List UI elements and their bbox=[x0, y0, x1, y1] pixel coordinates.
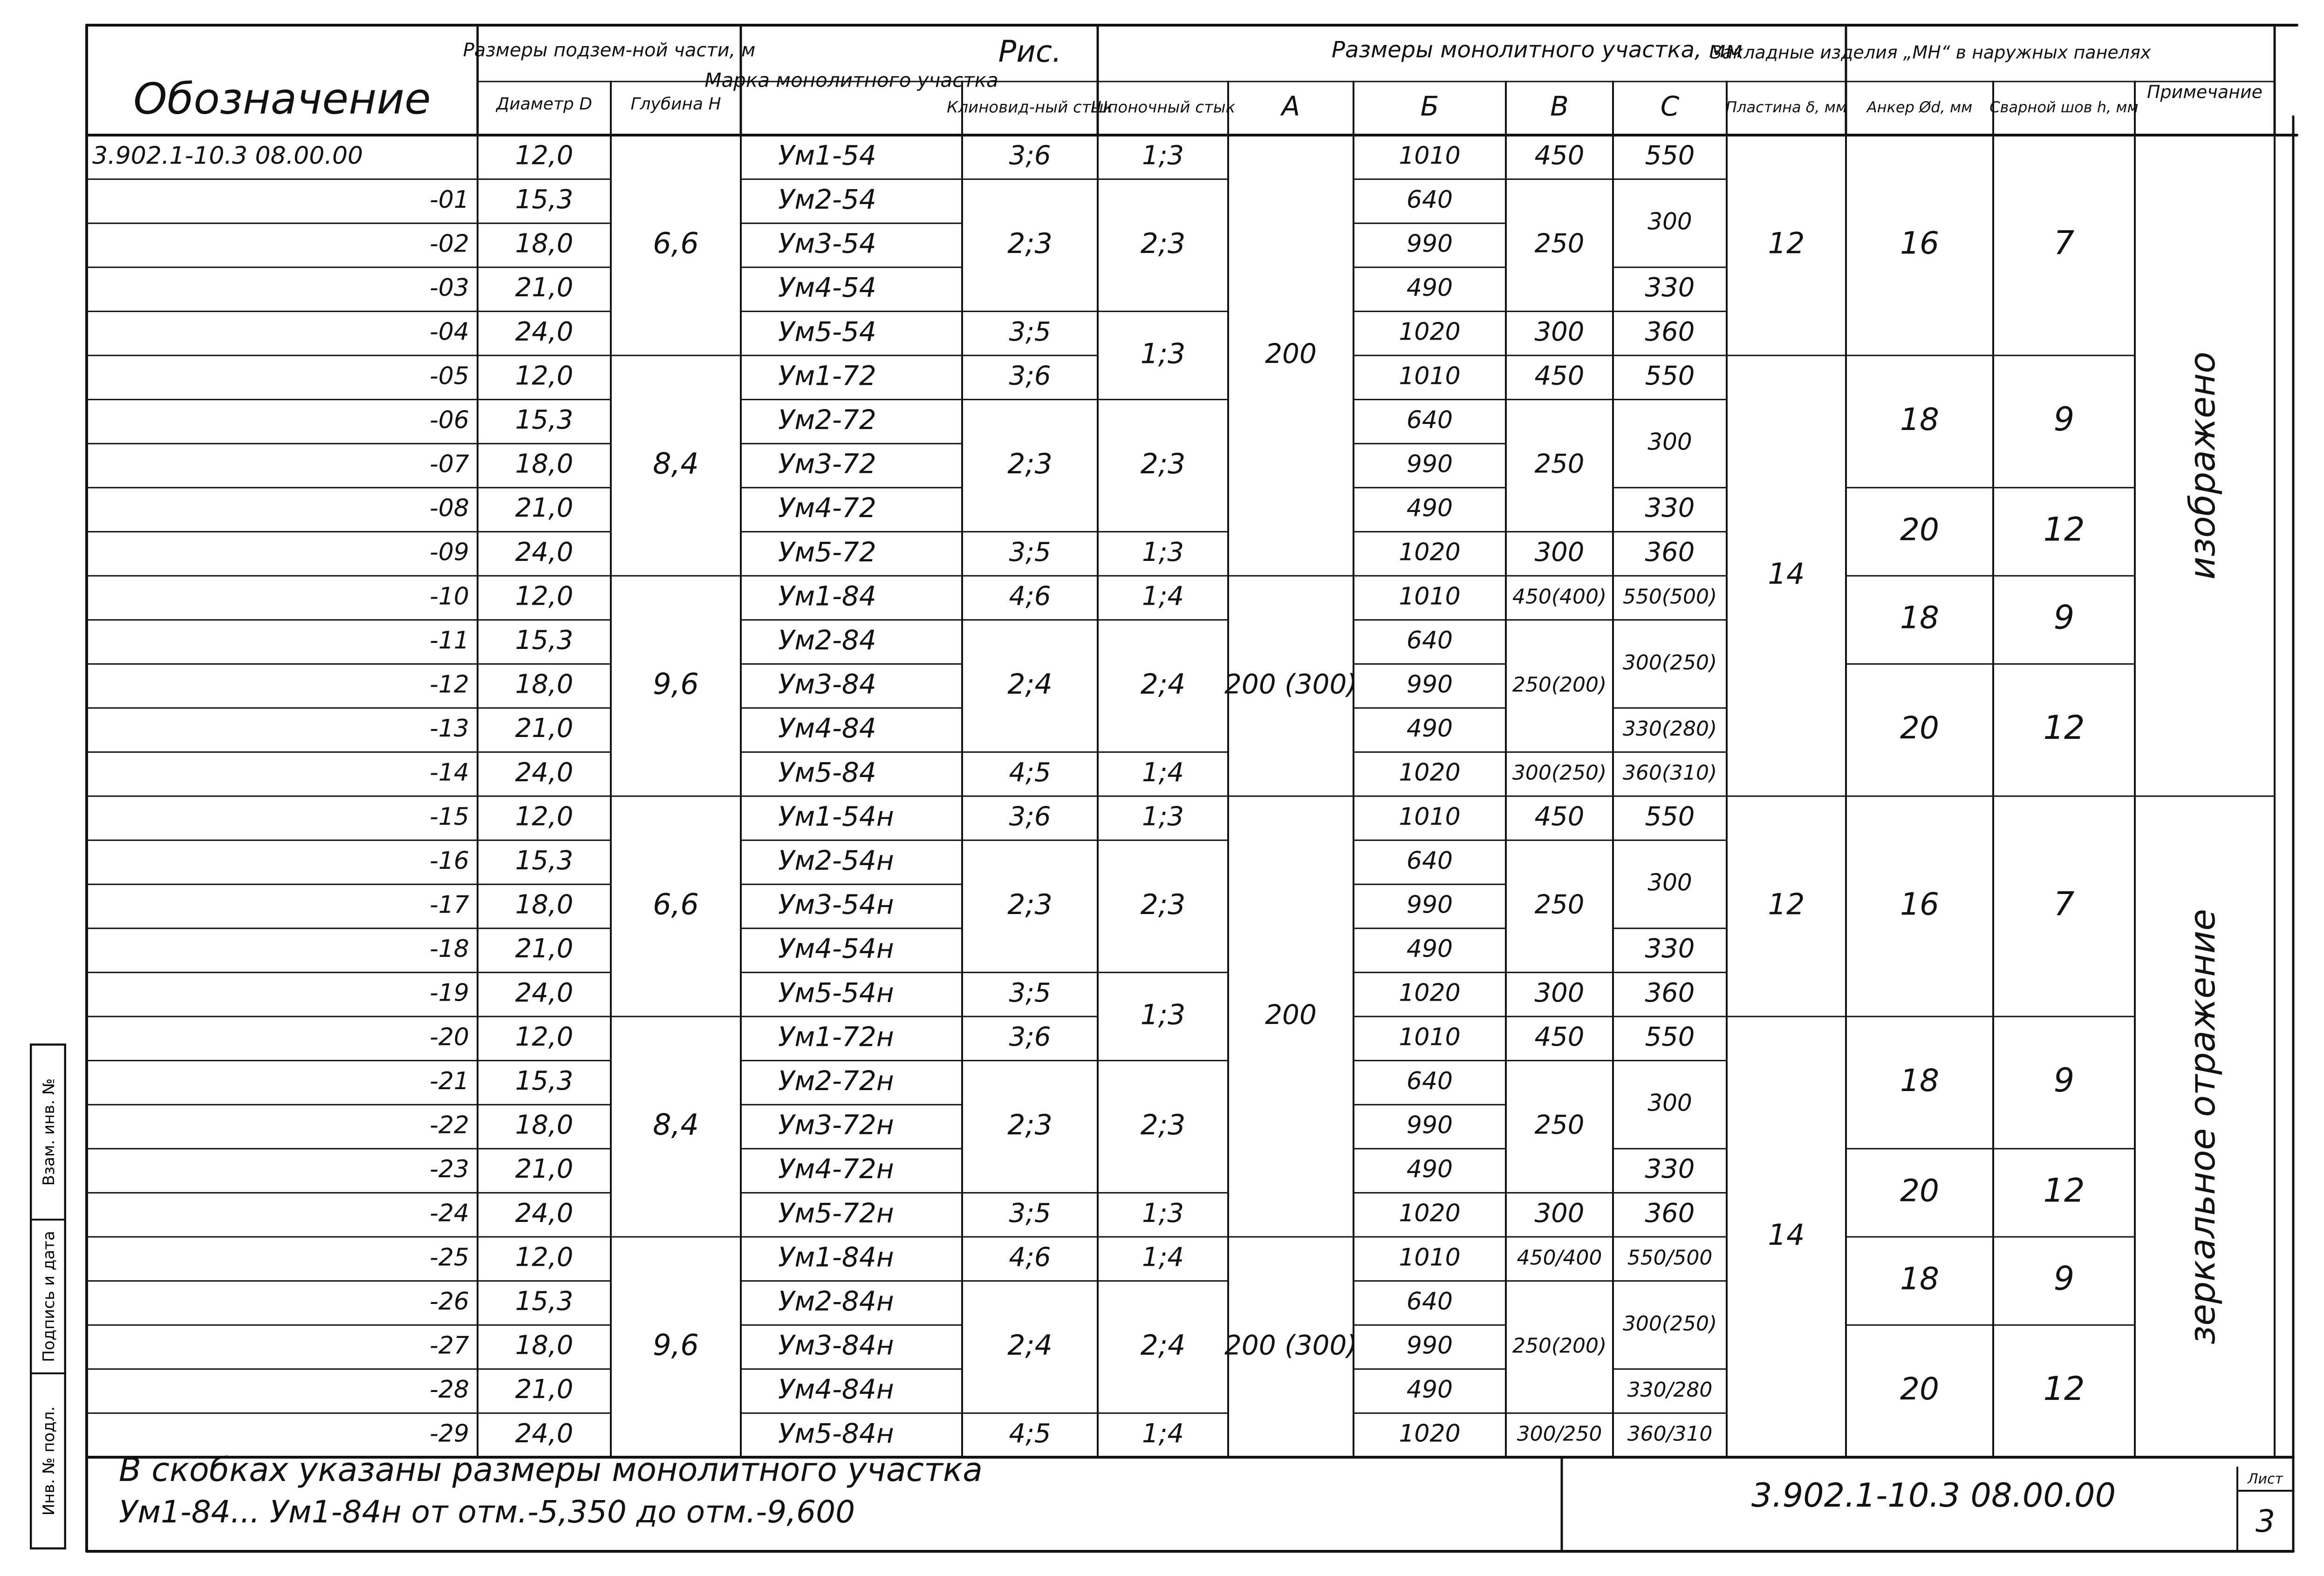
row-dim-v: 450(400) bbox=[1512, 585, 1607, 609]
row-dim-b: 1020 bbox=[1399, 979, 1461, 1007]
row-mark: Ум2-84н bbox=[778, 1285, 894, 1317]
row-diameter: 18,0 bbox=[515, 449, 574, 479]
table-row bbox=[430, 448, 1453, 480]
row-code: -29 bbox=[430, 1419, 469, 1448]
row-dim-v: 450 bbox=[1534, 361, 1585, 391]
row-dowel-joint: 1;4 bbox=[1141, 1242, 1184, 1273]
row-diameter: 12,0 bbox=[515, 140, 574, 171]
row-dim-b: 490 bbox=[1406, 494, 1453, 523]
row-dim-b: 640 bbox=[1406, 1067, 1453, 1095]
row-code: -24 bbox=[430, 1199, 469, 1228]
row-dowel-joint: 1;3 bbox=[1141, 537, 1184, 567]
row-mark: Ум3-54 bbox=[778, 227, 876, 259]
row-dim-b: 1010 bbox=[1399, 1023, 1461, 1051]
row-diameter: 18,0 bbox=[515, 889, 574, 920]
merged-key: 2;3 bbox=[1007, 448, 1053, 481]
merged-depth: 6,6 bbox=[653, 887, 699, 921]
row-dim-b: 1020 bbox=[1399, 1419, 1461, 1448]
row-dim-c: 550/500 bbox=[1627, 1246, 1713, 1270]
header-monolith: Размеры монолитного участка, мм bbox=[1332, 37, 1743, 63]
header-anchor: Анкер Ød, мм bbox=[1866, 98, 1973, 116]
row-dim-c: 360 bbox=[1645, 977, 1695, 1008]
table-row bbox=[430, 712, 1717, 744]
title-block bbox=[119, 1451, 2284, 1539]
row-diameter: 24,0 bbox=[515, 1198, 574, 1228]
row-diameter: 15,3 bbox=[515, 1066, 574, 1097]
table-row bbox=[430, 845, 1453, 876]
row-dim-v: 300 bbox=[1534, 1198, 1585, 1228]
row-mark: Ум3-54н bbox=[778, 888, 894, 921]
merged-key: 2;3 bbox=[1007, 227, 1053, 260]
row-code: -23 bbox=[430, 1155, 469, 1184]
row-diameter: 21,0 bbox=[515, 1374, 574, 1405]
row-dim-b: 490 bbox=[1406, 274, 1453, 302]
row-mark: Ум3-72 bbox=[778, 448, 876, 480]
row-dim-b: 1020 bbox=[1399, 1199, 1461, 1228]
merged-weld: 12 bbox=[2043, 709, 2085, 747]
row-dowel-joint: 1;3 bbox=[1141, 801, 1184, 832]
merged-a: 200 bbox=[1265, 999, 1317, 1031]
row-key-joint: 3;5 bbox=[1009, 316, 1051, 347]
row-dim-c: 330 bbox=[1645, 493, 1695, 524]
merged-weld: 9 bbox=[2053, 1061, 2075, 1099]
row-dim-b: 1010 bbox=[1399, 1243, 1461, 1272]
row-code: -21 bbox=[430, 1067, 469, 1095]
row-mark: Ум2-72н bbox=[778, 1065, 894, 1097]
row-dim-v: 450/400 bbox=[1517, 1246, 1602, 1270]
header-weld: Сварной шов h, мм bbox=[1989, 98, 2139, 116]
row-dim-b: 1010 bbox=[1399, 803, 1461, 831]
row-code: -13 bbox=[430, 715, 469, 743]
stamp-sign-date: Подпись и дата bbox=[40, 1231, 58, 1362]
row-code: -09 bbox=[430, 538, 469, 566]
row-code: -06 bbox=[430, 406, 469, 434]
row-dim-c: 360 bbox=[1645, 1198, 1695, 1228]
stamp-inv-repl: Взам. инв. № bbox=[40, 1078, 58, 1186]
row-dim-b: 640 bbox=[1406, 406, 1453, 434]
merged-key: 2;4 bbox=[1007, 1329, 1053, 1362]
row-diameter: 15,3 bbox=[515, 405, 574, 436]
merged-anchor: 18 bbox=[1900, 1261, 1939, 1297]
header-dim-a: А bbox=[1281, 90, 1300, 123]
row-dim-c: 330/280 bbox=[1627, 1378, 1713, 1402]
row-dim-c: 550(500) bbox=[1622, 585, 1717, 609]
row-code: -26 bbox=[430, 1287, 469, 1316]
table-row bbox=[430, 1065, 1453, 1097]
row-code: -05 bbox=[430, 362, 469, 390]
merged-note: изображено bbox=[2181, 351, 2223, 580]
row-code: -12 bbox=[430, 670, 469, 699]
row-mark: Ум5-72н bbox=[778, 1197, 894, 1229]
merged-c: 300(250) bbox=[1622, 1312, 1717, 1336]
sheet-number: 3 bbox=[2256, 1503, 2275, 1540]
merged-v: 250 bbox=[1534, 889, 1585, 920]
row-dim-b: 990 bbox=[1406, 450, 1453, 478]
row-code: -01 bbox=[430, 185, 469, 214]
row-diameter: 24,0 bbox=[515, 757, 574, 788]
row-dim-b: 1010 bbox=[1399, 362, 1461, 390]
row-code: -14 bbox=[430, 758, 469, 787]
row-code: -02 bbox=[430, 230, 469, 258]
row-dim-c: 330(280) bbox=[1622, 717, 1717, 741]
merged-a: 200 bbox=[1265, 338, 1317, 370]
table-row bbox=[430, 1285, 1453, 1317]
merged-c: 300 bbox=[1647, 208, 1692, 235]
row-code: -17 bbox=[430, 891, 469, 919]
row-dim-c: 360(310) bbox=[1622, 761, 1717, 785]
row-key-joint: 3;5 bbox=[1009, 977, 1051, 1008]
row-key-joint: 4;5 bbox=[1009, 757, 1051, 788]
table-row bbox=[430, 1418, 1712, 1449]
stamp-inv-orig: Инв. № подл. bbox=[40, 1406, 58, 1516]
row-diameter: 21,0 bbox=[515, 934, 574, 964]
merged-c: 300 bbox=[1647, 869, 1692, 896]
row-key-joint: 3;6 bbox=[1009, 1022, 1051, 1052]
merged-note: зеркальное отражение bbox=[2181, 908, 2223, 1345]
merged-c: 300 bbox=[1647, 1089, 1692, 1117]
merged-plate: 12 bbox=[1768, 226, 1805, 260]
row-code: -03 bbox=[430, 274, 469, 302]
merged-anchor: 18 bbox=[1900, 600, 1939, 636]
row-mark: Ум3-84н bbox=[778, 1329, 894, 1361]
row-dim-c: 550 bbox=[1645, 361, 1695, 391]
row-dim-b: 640 bbox=[1406, 1287, 1453, 1316]
table-row bbox=[430, 580, 1717, 612]
row-mark: Ум1-72н bbox=[778, 1021, 894, 1053]
row-diameter: 18,0 bbox=[515, 669, 574, 700]
row-mark: Ум3-84 bbox=[778, 668, 876, 700]
row-key-joint: 3;6 bbox=[1009, 361, 1051, 391]
row-dim-v: 450 bbox=[1534, 801, 1585, 832]
merged-depth: 8,4 bbox=[653, 1107, 699, 1142]
row-dim-b: 990 bbox=[1406, 1331, 1453, 1360]
row-diameter: 12,0 bbox=[515, 581, 574, 612]
merged-v: 250 bbox=[1534, 1110, 1585, 1140]
row-dim-c: 550 bbox=[1645, 140, 1695, 171]
row-diameter: 12,0 bbox=[515, 801, 574, 832]
header-diameter: Диаметр D bbox=[496, 95, 592, 114]
merged-dowel: 2;4 bbox=[1140, 668, 1186, 701]
row-dowel-joint: 1;4 bbox=[1141, 757, 1184, 788]
sheet-label: Лист bbox=[2247, 1471, 2283, 1487]
row-mark: Ум5-84н bbox=[778, 1417, 894, 1449]
merged-weld: 7 bbox=[2053, 224, 2075, 262]
merged-dowel: 2;4 bbox=[1140, 1329, 1186, 1362]
row-mark: Ум4-72 bbox=[778, 492, 876, 524]
row-dim-v: 300(250) bbox=[1512, 761, 1607, 785]
row-dim-b: 640 bbox=[1406, 846, 1453, 875]
row-diameter: 12,0 bbox=[515, 361, 574, 391]
side-stamp bbox=[30, 1044, 66, 1549]
row-code: -11 bbox=[430, 626, 469, 655]
row-code: -04 bbox=[430, 318, 469, 346]
merged-dowel: 1;3 bbox=[1140, 998, 1186, 1031]
table-row bbox=[430, 1373, 1712, 1405]
row-dim-b: 990 bbox=[1406, 230, 1453, 258]
row-mark: Ум2-72 bbox=[778, 404, 876, 436]
row-dim-c: 360 bbox=[1645, 537, 1695, 567]
row-dim-c: 360 bbox=[1645, 316, 1695, 347]
row-code: -25 bbox=[430, 1243, 469, 1272]
row-diameter: 15,3 bbox=[515, 625, 574, 656]
table-row bbox=[430, 624, 1453, 656]
row-dim-c: 330 bbox=[1645, 934, 1695, 964]
row-diameter: 21,0 bbox=[515, 713, 574, 744]
merged-dowel: 2;3 bbox=[1140, 448, 1186, 481]
footer-note-line2: Ум1-84... Ум1-84н от отм.-5,350 до отм.-9,600 bbox=[119, 1494, 855, 1530]
row-diameter: 24,0 bbox=[515, 1418, 574, 1449]
row-diameter: 18,0 bbox=[515, 1330, 574, 1361]
table-row bbox=[430, 757, 1717, 788]
row-code: -16 bbox=[430, 846, 469, 875]
row-diameter: 12,0 bbox=[515, 1022, 574, 1052]
merged-plate: 14 bbox=[1768, 1218, 1805, 1252]
header-mark: Марка монолитного участка bbox=[704, 68, 998, 92]
row-code: -07 bbox=[430, 450, 469, 478]
merged-plate: 12 bbox=[1768, 887, 1805, 921]
row-mark: Ум2-84 bbox=[778, 624, 876, 656]
merged-dowel: 2;3 bbox=[1140, 227, 1186, 260]
row-dim-b: 1020 bbox=[1399, 318, 1461, 346]
row-mark: Ум5-84 bbox=[778, 756, 876, 788]
merged-v: 250 bbox=[1534, 228, 1585, 259]
table-row bbox=[430, 1241, 1712, 1273]
header-underground: Размеры подзем-ной части, м bbox=[463, 40, 756, 61]
merged-weld: 12 bbox=[2043, 510, 2085, 549]
row-diameter: 24,0 bbox=[515, 977, 574, 1008]
row-diameter: 12,0 bbox=[515, 1242, 574, 1273]
row-key-joint: 4;6 bbox=[1009, 581, 1051, 612]
row-key-joint: 4;5 bbox=[1009, 1418, 1051, 1449]
merged-depth: 6,6 bbox=[653, 226, 699, 260]
table-row bbox=[430, 404, 1453, 436]
merged-dowel: 2;3 bbox=[1140, 1109, 1186, 1142]
merged-weld: 9 bbox=[2053, 400, 2075, 438]
row-code: -19 bbox=[430, 979, 469, 1007]
row-code: 3.902.1-10.3 08.00.00 bbox=[92, 142, 363, 170]
row-diameter: 18,0 bbox=[515, 1110, 574, 1140]
merged-weld: 9 bbox=[2053, 1259, 2075, 1298]
row-dowel-joint: 1;4 bbox=[1141, 1418, 1184, 1449]
merged-a: 200 (300) bbox=[1224, 668, 1358, 700]
row-key-joint: 4;6 bbox=[1009, 1242, 1051, 1273]
row-mark: Ум1-84н bbox=[778, 1241, 894, 1273]
merged-depth: 9,6 bbox=[653, 667, 699, 701]
merged-anchor: 20 bbox=[1900, 512, 1939, 548]
merged-a: 200 (300) bbox=[1224, 1329, 1358, 1361]
row-code: -20 bbox=[430, 1023, 469, 1051]
row-mark: Ум2-54н bbox=[778, 845, 894, 877]
table-row bbox=[430, 1109, 1453, 1141]
merged-anchor: 20 bbox=[1900, 710, 1939, 746]
footer-note-line1: В скобках указаны размеры монолитного участка bbox=[119, 1451, 983, 1489]
row-dim-b: 1020 bbox=[1399, 538, 1461, 566]
row-diameter: 15,3 bbox=[515, 1286, 574, 1317]
row-dim-c: 330 bbox=[1645, 273, 1695, 303]
header-fig: Рис. bbox=[998, 34, 1062, 69]
row-dim-v: 450 bbox=[1534, 140, 1585, 171]
row-mark: Ум4-54 bbox=[778, 272, 876, 304]
row-dim-v: 300 bbox=[1534, 977, 1585, 1008]
merged-anchor: 18 bbox=[1900, 1062, 1939, 1098]
row-diameter: 15,3 bbox=[515, 184, 574, 215]
row-key-joint: 3;5 bbox=[1009, 537, 1051, 567]
row-mark: Ум5-72 bbox=[778, 536, 876, 568]
row-key-joint: 3;6 bbox=[1009, 140, 1051, 171]
header-note: Примечание bbox=[2146, 82, 2263, 102]
row-mark: Ум5-54 bbox=[778, 315, 876, 348]
merged-c: 300(250) bbox=[1622, 651, 1717, 675]
merged-weld: 12 bbox=[2043, 1171, 2085, 1210]
row-dim-v: 300 bbox=[1534, 537, 1585, 567]
merged-v: 250(200) bbox=[1512, 673, 1607, 697]
row-code: -08 bbox=[430, 494, 469, 523]
merged-key: 2;3 bbox=[1007, 888, 1053, 921]
row-dim-b: 1020 bbox=[1399, 758, 1461, 787]
row-dim-b: 490 bbox=[1406, 935, 1453, 963]
row-dim-b: 990 bbox=[1406, 670, 1453, 699]
row-diameter: 15,3 bbox=[515, 846, 574, 876]
row-diameter: 21,0 bbox=[515, 273, 574, 303]
row-dim-b: 490 bbox=[1406, 1155, 1453, 1184]
row-mark: Ум4-54н bbox=[778, 933, 894, 965]
merged-weld: 12 bbox=[2043, 1370, 2085, 1408]
merged-anchor: 20 bbox=[1900, 1173, 1939, 1209]
row-dim-c: 360/310 bbox=[1627, 1422, 1713, 1446]
row-mark: Ум4-72н bbox=[778, 1153, 894, 1185]
header-plate: Пластина δ, мм bbox=[1725, 98, 1847, 116]
merged-weld: 7 bbox=[2053, 885, 2075, 923]
merged-c: 300 bbox=[1647, 428, 1692, 456]
table-row bbox=[430, 228, 1453, 259]
row-mark: Ум1-84 bbox=[778, 580, 876, 612]
row-code: -22 bbox=[430, 1111, 469, 1139]
row-diameter: 24,0 bbox=[515, 316, 574, 347]
row-dim-c: 550 bbox=[1645, 801, 1695, 832]
row-diameter: 21,0 bbox=[515, 493, 574, 524]
row-dowel-joint: 1;3 bbox=[1141, 1198, 1184, 1228]
row-key-joint: 3;5 bbox=[1009, 1198, 1051, 1228]
row-dim-c: 550 bbox=[1645, 1022, 1695, 1052]
row-dowel-joint: 1;3 bbox=[1141, 140, 1184, 171]
row-mark: Ум1-54 bbox=[778, 139, 876, 171]
row-dim-v: 450 bbox=[1534, 1022, 1585, 1052]
merged-dowel: 1;3 bbox=[1140, 337, 1186, 370]
header-dim-v: В bbox=[1550, 90, 1569, 123]
row-dim-b: 990 bbox=[1406, 1111, 1453, 1139]
merged-depth: 9,6 bbox=[653, 1328, 699, 1362]
merged-anchor: 20 bbox=[1900, 1371, 1939, 1407]
row-dim-b: 490 bbox=[1406, 1376, 1453, 1404]
row-mark: Ум4-84 bbox=[778, 712, 876, 744]
row-dim-b: 640 bbox=[1406, 185, 1453, 214]
header-dim-c: С bbox=[1660, 90, 1680, 123]
doc-code: 3.902.1-10.3 08.00.00 bbox=[1751, 1476, 2116, 1515]
header-designation: Обозначение bbox=[133, 74, 431, 124]
table-grid bbox=[87, 25, 2297, 1551]
row-mark: Ум3-72н bbox=[778, 1109, 894, 1141]
row-dim-b: 640 bbox=[1406, 626, 1453, 655]
table-body bbox=[92, 139, 2223, 1449]
row-key-joint: 3;6 bbox=[1009, 801, 1051, 832]
row-dim-v: 300 bbox=[1534, 316, 1585, 347]
row-diameter: 24,0 bbox=[515, 537, 574, 567]
merged-v: 250 bbox=[1534, 449, 1585, 479]
table-row bbox=[92, 139, 1695, 171]
header-dowel-joint: Шпоночный стык bbox=[1090, 98, 1236, 117]
row-dowel-joint: 1;4 bbox=[1141, 581, 1184, 612]
merged-anchor: 16 bbox=[1900, 225, 1939, 261]
merged-anchor: 16 bbox=[1900, 886, 1939, 922]
merged-v: 250(200) bbox=[1512, 1334, 1607, 1358]
merged-dowel: 2;3 bbox=[1140, 888, 1186, 921]
row-code: -10 bbox=[430, 582, 469, 611]
merged-key: 2;4 bbox=[1007, 668, 1053, 701]
merged-key: 2;3 bbox=[1007, 1109, 1053, 1142]
merged-plate: 14 bbox=[1768, 557, 1805, 591]
row-dim-b: 1010 bbox=[1399, 142, 1461, 170]
header-key-joint: Клиновид-ный стык bbox=[947, 98, 1113, 117]
row-mark: Ум5-54н bbox=[778, 976, 894, 1009]
row-mark: Ум1-72 bbox=[778, 360, 876, 392]
row-dim-b: 990 bbox=[1406, 891, 1453, 919]
row-mark: Ум2-54 bbox=[778, 184, 876, 216]
table-header bbox=[133, 35, 2262, 124]
merged-anchor: 18 bbox=[1900, 401, 1939, 437]
table-row bbox=[430, 889, 1453, 921]
header-dim-b: Б bbox=[1420, 90, 1439, 123]
row-dim-v: 300/250 bbox=[1517, 1422, 1602, 1446]
row-mark: Ум4-84н bbox=[778, 1373, 894, 1405]
row-mark: Ум1-54н bbox=[778, 800, 894, 832]
merged-weld: 9 bbox=[2053, 598, 2075, 637]
row-code: -27 bbox=[430, 1331, 469, 1360]
table-row bbox=[430, 184, 1453, 215]
row-dim-b: 1010 bbox=[1399, 582, 1461, 611]
row-diameter: 18,0 bbox=[515, 228, 574, 259]
merged-depth: 8,4 bbox=[653, 446, 699, 481]
header-embedded: Закладные изделия „МН“ в наружных панелях bbox=[1710, 42, 2151, 63]
row-code: -15 bbox=[430, 803, 469, 831]
header-depth: Глубина H bbox=[630, 95, 721, 114]
row-code: -28 bbox=[430, 1376, 469, 1404]
row-dim-c: 330 bbox=[1645, 1154, 1695, 1185]
row-diameter: 21,0 bbox=[515, 1154, 574, 1185]
row-code: -18 bbox=[430, 935, 469, 963]
row-dim-b: 490 bbox=[1406, 715, 1453, 743]
